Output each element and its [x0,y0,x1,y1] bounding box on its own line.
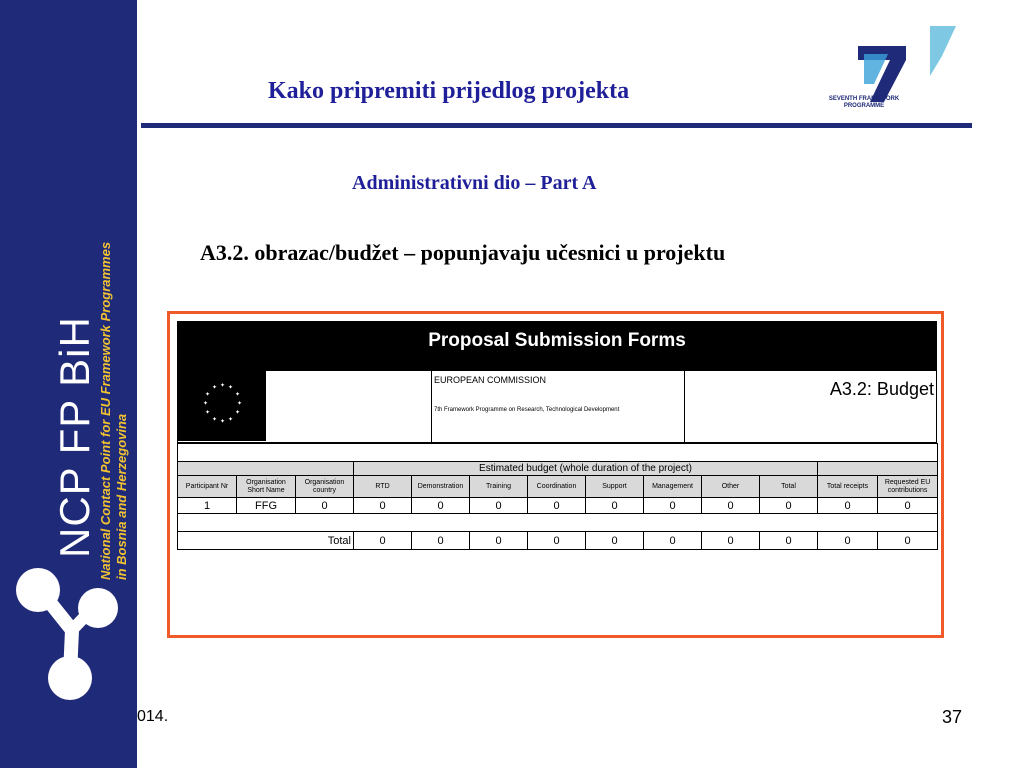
table-cell: 0 [644,498,702,514]
form-screenshot-frame [167,311,944,638]
svg-text:✦: ✦ [235,409,241,416]
column-header: Training [470,476,528,498]
table-cell: 0 [586,498,644,514]
sidebar-title: NCP FP BiH [51,316,98,558]
column-header: Organisation Short Name [237,476,296,498]
svg-text:✦: ✦ [237,400,243,407]
budget-table [177,443,938,550]
header-divider [141,123,972,128]
table-cell: 1 [178,498,237,514]
column-header: Coordination [528,476,586,498]
total-label: Total [178,532,354,550]
table-cell: 0 [644,532,702,550]
eu-flag-icon [178,371,266,441]
column-header: Management [644,476,702,498]
table-cell: 0 [702,532,760,550]
column-header: Total [760,476,818,498]
table-cell: 0 [818,532,878,550]
footer-date: 014. [137,708,169,725]
table-cell: 0 [470,532,528,550]
table-cell: 0 [818,498,878,514]
section-title-text: Administrativni dio – Part A [352,172,597,194]
ec-name: EUROPEAN COMMISSION [434,375,547,385]
column-header: RTD [354,476,412,498]
svg-text:✦: ✦ [235,391,241,398]
sidebar-subtitle-line2: in Bosnia and Herzegovina [114,413,129,580]
table-cell: 0 [354,498,412,514]
ncp-logo-icon [10,560,120,710]
svg-text:✦: ✦ [212,384,218,391]
table-cell: 0 [528,498,586,514]
sidebar-subtitle-line1: National Contact Point for EU Framework Programmes [98,241,113,580]
table-row [178,514,938,532]
form-banner: Proposal Submission Forms [177,321,937,371]
table-cell: 0 [878,532,938,550]
table-row [178,498,938,514]
table-cell: 0 [528,532,586,550]
svg-text:✦: ✦ [205,409,211,416]
table-row [178,462,938,476]
svg-text:✦: ✦ [228,416,234,423]
table-cell: 0 [702,498,760,514]
ec-programme: 7th Framework Programme on Research, Technological Development [434,407,620,413]
table-header-row [178,476,938,498]
table-cell: 0 [586,532,644,550]
svg-text:✦: ✦ [220,382,226,389]
page-number: 37 [942,707,963,727]
column-header: Support [586,476,644,498]
page-title: Kako pripremiti prijedlog projekta [268,78,630,104]
svg-text:✦: ✦ [220,418,226,425]
column-header: Total receipts [818,476,878,498]
table-total-row [178,532,938,550]
svg-text:✦: ✦ [205,391,211,398]
table-cell: 0 [412,498,470,514]
table-cell: 0 [760,498,818,514]
table-cell: 0 [878,498,938,514]
svg-text:✦: ✦ [212,416,218,423]
ec-block [431,371,685,442]
slide-subtitle: A3.2. obrazac/budžet – popunjavaju učesnici u projektu [200,240,726,265]
table-cell: 0 [760,532,818,550]
budget-form-label: A3.2: Budget [829,379,934,399]
form-header-row [177,371,937,443]
table-cell: 0 [354,532,412,550]
sidebar [0,0,137,768]
column-header: Organisation country [296,476,354,498]
column-header: Other [702,476,760,498]
svg-text:✦: ✦ [203,400,209,407]
table-cell: FFG [237,498,296,514]
table-cell: 0 [470,498,528,514]
table-cell: 0 [296,498,354,514]
svg-text:✦: ✦ [228,384,234,391]
form-inner [177,321,937,550]
fp7-logo-label: SEVENTH FRAMEWORK PROGRAMME [828,96,900,109]
estimated-budget-header: Estimated budget (whole duration of the project) [354,462,818,476]
table-cell: 0 [412,532,470,550]
column-header: Participant Nr [178,476,237,498]
column-header: Demonstration [412,476,470,498]
table-row [178,444,938,462]
column-header: Requested EU contributions [878,476,938,498]
